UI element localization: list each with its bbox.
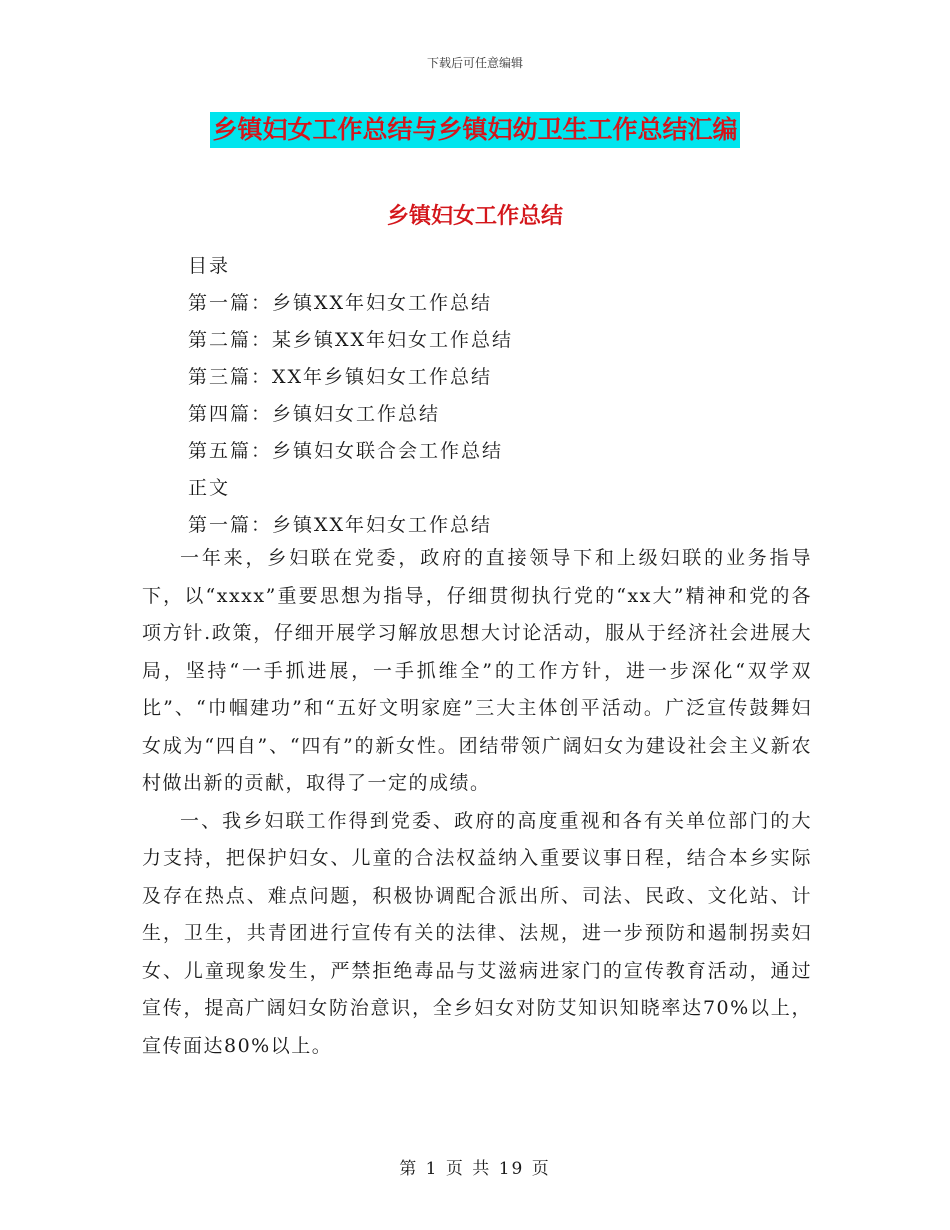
toc-item: 第一篇：乡镇XX年妇女工作总结 <box>188 292 493 314</box>
table-of-contents <box>188 248 828 544</box>
body-heading: 正文 <box>188 477 231 499</box>
toc-item: 第四篇：乡镇妇女工作总结 <box>188 403 441 425</box>
toc-item: 第三篇：XX年乡镇妇女工作总结 <box>188 366 493 388</box>
body-text <box>142 540 812 1065</box>
section-title: 乡镇妇女工作总结 <box>386 204 563 229</box>
page-number: 第 1 页 共 19 页 <box>399 1159 551 1179</box>
main-title: 乡镇妇女工作总结与乡镇妇幼卫生工作总结汇编 <box>210 112 739 148</box>
chapter-heading: 第一篇：乡镇XX年妇女工作总结 <box>188 514 493 536</box>
toc-item: 第五篇：乡镇妇女联合会工作总结 <box>188 440 504 462</box>
paragraph: 一、我乡妇联工作得到党委、政府的高度重视和各有关单位部门的大力支持，把保护妇女、儿童的合法权益纳入重要议事日程，结合本乡实际及存在热点、难点问题，积极协调配合派出所、司法、民政、文化站、计生，卫生，共青团进行宣传有关的法律、法规，进一步预防和遏制拐卖妇女、儿童现象发生，严禁拒绝毒品与艾滋病进家门的宣传教育活动，通过宣传，提高广阔妇女防治意识，全乡妇女对防艾知识知晓率达70%以上，宣传面达80%以上。 <box>142 809 812 1057</box>
main-title-container <box>0 112 950 148</box>
paragraph: 一年来，乡妇联在党委，政府的直接领导下和上级妇联的业务指导下，以“xxxx”重要思想为指导，仔细贯彻执行党的“xx大”精神和党的各项方针.政策，仔细开展学习解放思想大讨论活动，服从于经济社会进展大局，坚持“一手抓进展，一手抓维全”的工作方针，进一步深化“双学双比”、“巾帼建功”和“五好文明家庭”三大主体创平活动。广泛宣传鼓舞妇女成为“四自”、“四有”的新女性。团结带领广阔妇女为建设社会主义新农村做出新的贡献，取得了一定的成绩。 <box>142 547 812 794</box>
toc-heading: 目录 <box>188 255 231 277</box>
toc-item: 第二篇：某乡镇XX年妇女工作总结 <box>188 329 514 351</box>
header-note: 下载后可任意编辑 <box>426 56 523 70</box>
